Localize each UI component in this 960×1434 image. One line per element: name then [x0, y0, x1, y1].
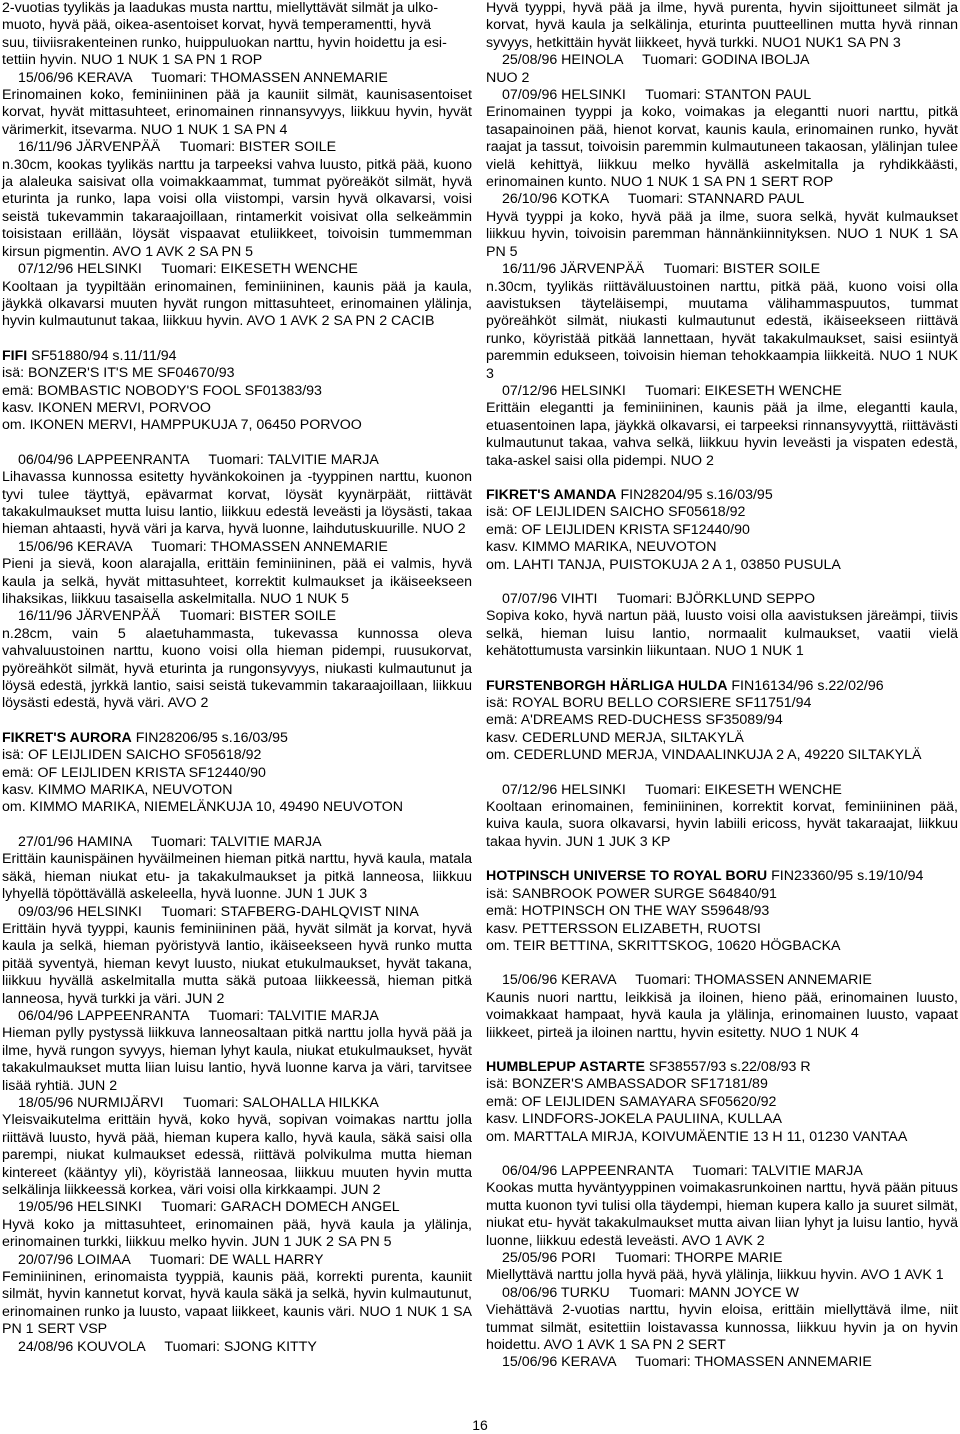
show-date: 09/03/96 HELSINKI Tuomari: STAFBERG-DAHLQVIST NINA	[18, 903, 419, 920]
show-date: 25/05/96 PORI Tuomari: THORPE MARIE	[502, 1250, 783, 1266]
intro-line: muoto, hyvä pää, oikea-asentoiset korvat, hyvä temperamentti, hyvä	[2, 17, 431, 34]
critique-text: n.30cm, tyylikäs riittäväluustoinen narttu, pitkä pää, kuono voisi olla aavistuksen täyteläisempi, muutama välihammaspuutos, tummat pyöreähköt silmät, niukasti kulmautunut edestä, ikäiseekseen riittävä runko, köyristää pitkää lannettaan, hyvät takakulmaukset, saisi esiintyä paremmin edukseen, toivoisin hieman tehokkaampia liikkeitä. NUO 1 NUK 3	[486, 278, 958, 382]
dog-dam: emä: HOTPINSCH ON THE WAY S59648/93	[486, 903, 770, 920]
dog-header-hulda	[486, 678, 958, 765]
show-date: 16/11/96 JÄRVENPÄÄ Tuomari: BISTER SOILE	[502, 261, 821, 278]
critique-text: Erittäin hyvä tyyppi, kaunis feminiininen pää, hyvät silmät ja korvat, hyvä kaula ja selkä, hieman pyöristyvä lantio, ikäiseekseen hyvä runko mutta pitää syventyä, hieman kevyt luusto, niukat etukulmaukset, hyvät takana, liikkuu hyvällä askelmitalla mutta säkä putoaa liikkeessä, hieman pitkä lanneosa, hyvä turkki ja väri. JUN 2	[2, 920, 472, 1007]
dog-dam: emä: OF LEIJLIDEN KRISTA SF12440/90	[2, 764, 266, 781]
critique-text: Kooltaan ja tyypiltään erinomainen, feminiininen, kaunis pää ja kaula, jäykkä olkavarsi muuten hyvät rungon mittasuhteet, erinomainen ylälinja, hyvin kulmautunut takaa, liikkuu hyvin. AVO 1 AVK 2 SA PN 2 CACIB	[2, 278, 472, 330]
left-column	[2, 0, 472, 1356]
critique-text: Lihavassa kunnossa esitetty hyvänkokoinen ja -tyyppinen narttu, kuonon tyvi tulee täyttyä, epävarmat korvat, löysät kyynärpäät, riittävät takakulmaukset mutta luisu lantio, liikkuu edestä leveästi ja löysästi, takaa hieman ahtaasti, hyvä väri ja karva, hyvä luonne, laihdutuskuurille. NUO 2	[2, 469, 472, 538]
dog-breeder: kasv. PETTERSSON ELIZABETH, RUOTSI	[486, 920, 761, 937]
show-date: 16/11/96 JÄRVENPÄÄ Tuomari: BISTER SOILE	[18, 139, 337, 156]
dog-header-astarte	[486, 1059, 958, 1146]
dog-dam: emä: BOMBASTIC NOBODY'S FOOL SF01383/93	[2, 382, 322, 399]
critique-text: Yleisvaikutelma erittäin hyvä, koko hyvä, sopivan voimakas narttu jolla riittävä luusto, hyvä pää, hieman kupera kallo, hyvä kaula, säkä saisi olla parempi, niukat kulmaukset edessä, riittävä polvikulma mutta hieman kintereet (kääntyy yli), köyristää lanneosaa, liikkuu muuten hyvin mutta selkälinja liikkeessä korkea, väri voisi olla kirkkaampi. JUN 2	[2, 1112, 472, 1198]
dog-header-amanda	[486, 487, 958, 574]
dog-sire: isä: BONZER'S IT'S ME SF04670/93	[2, 365, 235, 382]
intro-block	[2, 0, 472, 70]
intro-line: tettiin hyvin. NUO 1 NUK 1 SA PN 1 ROP	[2, 52, 263, 69]
show-date: 18/05/96 NURMIJÄRVI Tuomari: SALOHALLA HILKKA	[18, 1094, 379, 1111]
dog-sire: isä: OF LEIJLIDEN SAICHO SF05618/92	[486, 504, 746, 521]
show-date: 07/12/96 HELSINKI Tuomari: EIKESETH WENCHE	[502, 382, 842, 399]
critique-text: n.30cm, kookas tyylikäs narttu ja tarpeeksi vahva luusto, pitkä pää, kuono ja alaleuka saisivat olla voimakkaammat, tummat pyöreäköt silmät, hyvä eturinta ja runko, lapa voisi olla viistompi, varsin hyvä olkavarsi, voisi seistä tukevammin takaraajoillaan, rintamerkit voisivat olla selkeämmin toisistaan erillään, löysät vispaavat etuliikkeet, toivoisin tummemman kirsun pigmentin. AVO 1 AVK 2 SA PN 5	[2, 156, 472, 260]
show-date: 06/04/96 LAPPEENRANTA Tuomari: TALVITIE MARJA	[18, 451, 379, 468]
intro-line: 2-vuotias tyylikäs ja laadukas musta narttu, miellyttävät silmät ja ulko-	[2, 0, 439, 16]
critique-text: Feminiininen, erinomaista tyyppiä, kaunis pää, korrekti purenta, kauniit silmät, hyvin kannetut korvat, hyvä kaula säkä ja selkä, hyvin kulmautunut, erinomainen runko ja luusto, vapaat liikkeet, kaunis väri. NUO 1 NUK 1 SA PN 1 SERT VSP	[2, 1269, 472, 1338]
show-date: 24/08/96 KOUVOLA Tuomari: SJONG KITTY	[18, 1338, 317, 1355]
dog-dam: emä: OF LEIJLIDEN KRISTA SF12440/90	[486, 521, 750, 538]
dog-name: FIFI	[2, 347, 28, 364]
show-date: 26/10/96 KOTKA Tuomari: STANNARD PAUL	[502, 191, 805, 208]
critique-text: Hyvä koko ja mittasuhteet, erinomainen pää, hyvä kaula ja ylälinja, erinomainen turkki, liikkuu melko hyvin. JUN 1 JUK 2 SA PN 5	[2, 1216, 472, 1251]
show-date: 15/06/96 KERAVA Tuomari: THOMASSEN ANNEMARIE	[18, 538, 388, 555]
dog-name: HUMBLEPUP ASTARTE	[486, 1058, 645, 1075]
dog-registration: SF51880/94 s.11/11/94	[27, 347, 177, 364]
dog-owner: om. IKONEN MERVI, HAMPPUKUJA 7, 06450 PORVOO	[2, 417, 362, 434]
critique-text: Hyvä tyyppi ja koko, hyvä pää ja ilme, suora selkä, hyvät kulmaukset liikkuu hyvin, toivoisin paremman hännänkiinnityksen. NUO 1 NUK 1 SA PN 5	[486, 208, 958, 260]
dog-header-aurora	[2, 730, 472, 817]
dog-owner: om. MARTTALA MIRJA, KOIVUMÄENTIE 13 H 11, 01230 VANTAA	[486, 1128, 908, 1145]
dog-breeder: kasv. KIMMO MARIKA, NEUVOTON	[2, 782, 233, 799]
dog-breeder: kasv. IKONEN MERVI, PORVOO	[2, 399, 211, 416]
dog-breeder: kasv. CEDERLUND MERJA, SILTAKYLÄ	[486, 729, 744, 746]
dog-dam: emä: OF LEIJLIDEN SAMAYARA SF05620/92	[486, 1093, 777, 1110]
show-date: 08/06/96 TURKU Tuomari: MANN JOYCE W	[502, 1284, 799, 1301]
dog-owner: om. CEDERLUND MERJA, VINDAALINKUJA 2 A, 49220 SILTAKYLÄ	[486, 747, 922, 764]
critique-text: Erinomainen tyyppi ja koko, voimakas ja elegantti nuori narttu, pitkä tasapainoinen pää, hienot korvat, kaunis kaula, erinomainen runko, hyvät raajat ja tassut, toivoisin paremmin kulmautuneen takaosan, ylälinjan tulee vielä kehittyä, liikkuu melko hyvällä askelmitalla ja ryhdikkäästi, erinomainen kunto. NUO 1 NUK 1 SA PN 1 SERT ROP	[486, 104, 958, 191]
dog-breeder: kasv. LINDFORS-JOKELA PAULIINA, KULLAA	[486, 1111, 782, 1128]
critique-text: Sopiva koko, hyvä nartun pää, luusto voisi olla aavistuksen järeämpi, tiivis selkä, hieman luisu lantio, normaalit kulmaukset, vaatii vielä kehätottumusta varsinkin liikuntaan. NUO 1 NUK 1	[486, 608, 958, 660]
dog-sire: isä: OF LEIJLIDEN SAICHO SF05618/92	[2, 747, 262, 764]
critique-text: Kookas mutta hyväntyyppinen voimakasrunkoinen narttu, hyvä pään pituus mutta kuonon tyvi tulisi olla täydempi, hieman kupera kallo ja suuret silmät, niukat etu- hyvät takakulmaukset mutta aivan liian lyhyt ja luisu lantio, hyvä luonne, liikkuu edestä leveästi. AVO 1 AVK 2	[486, 1180, 958, 1249]
dog-registration: FIN23360/95 s.19/10/94	[767, 868, 924, 885]
dog-name: FURSTENBORGH HÄRLIGA HULDA	[486, 677, 728, 694]
critique-text: Erittäin kaunispäinen hyväilmeinen hieman pitkä narttu, hyvä kaula, matala säkä, hieman niukat etu- ja takakulmaukset ja pitkä lanneosa, liikkuu lyhyellä töpöttävällä askeleella, hyvä luonne. JUN 1 JUK 3	[2, 851, 472, 903]
critique-text: Kaunis nuori narttu, leikkisä ja iloinen, hieno pää, erinomainen luusto, voimakkaat hampaat, hyvä kaula ja ylälinja, erinomainen luusto, vapaat liikkeet, pirteä ja iloinen narttu, hyvin esitetty. NUO 1 NUK 4	[486, 989, 958, 1041]
show-date: 15/06/96 KERAVA Tuomari: THOMASSEN ANNEMARIE	[502, 1354, 872, 1371]
show-date: 16/11/96 JÄRVENPÄÄ Tuomari: BISTER SOILE	[18, 608, 337, 625]
dog-registration: FIN16134/96 s.22/02/96	[727, 677, 884, 694]
dog-header-fifi	[2, 348, 472, 435]
dog-registration: FIN28204/95 s.16/03/95	[616, 486, 773, 503]
show-date: 07/07/96 VIHTI Tuomari: BJÖRKLUND SEPPO	[502, 591, 816, 607]
show-date: 15/06/96 KERAVA Tuomari: THOMASSEN ANNEMARIE	[502, 972, 872, 989]
critique-text: Miellyttävä narttu jolla hyvä pää, hyvä ylälinja, liikkuu hyvin. AVO 1 AVK 1	[486, 1267, 944, 1284]
critique-text: Erinomainen koko, feminiininen pää ja kauniit silmät, kaunisasentoiset korvat, hyvät mittasuhteet, erinomainen rinnansyvyys, liikkuu hyvin, hyvät värimerkit, itsevarma. NUO 1 NUK 1 SA PN 4	[2, 87, 472, 138]
critique-text: Kooltaan erinomainen, feminiininen, korrektit korvat, feminiininen pää, kuiva kaula, suora olkavarsi, hyvin labiili ericoss, hyvät takaraajat, liikkuu takaa hyvin. JUN 1 JUK 3 KP	[486, 799, 958, 850]
show-date: 27/01/96 HAMINA Tuomari: TALVITIE MARJA	[18, 833, 322, 850]
dog-sire: isä: BONZER'S AMBASSADOR SF17181/89	[486, 1076, 768, 1093]
show-date: 20/07/96 LOIMAA Tuomari: DE WALL HARRY	[18, 1251, 324, 1268]
dog-sire: isä: SANBROOK POWER SURGE S64840/91	[486, 885, 777, 902]
dog-registration: FIN28206/95 s.16/03/95	[131, 729, 288, 746]
show-date: 07/12/96 HELSINKI Tuomari: EIKESETH WENCHE	[502, 781, 842, 798]
dog-sire: isä: ROYAL BORU BELLO CORSIERE SF11751/94	[486, 695, 812, 712]
critique-text: n.28cm, vain 5 alaetuhammasta, tukevassa kunnossa oleva vahvaluustoinen narttu, kuono voisi olla hieman pidempi, ruusukorvat, pyöreähköt silmät, hyvä eturinta ja rungonsyvyys, niukasti kulmautunut ja löysä edestä, jyrkkä lantio, saisi seistä tukevammin takaraajoillaan, liikkuu löysästi edestä, hyvä väri. AVO 2	[2, 625, 472, 712]
dog-name: FIKRET'S AURORA	[2, 729, 132, 746]
critique-text: Hieman pylly pystyssä liikkuva lanneosaltaan pitkä narttu jolla hyvä pää ja ilme, hyvä rungon syvyys, hieman lyhyt kaula, niukat etukulmaukset, hyvät takakulmaukset mutta liian luisu lantio, hyvä luonne karva ja väri, tarvitsee lisää ryhtiä. JUN 2	[2, 1025, 472, 1094]
dog-owner: om. KIMMO MARIKA, NIEMELÄNKUJA 10, 49490 NEUVOTON	[2, 799, 404, 816]
critique-text: Hyvä tyyppi, hyvä pää ja ilme, hyvä purenta, hyvin sijoittuneet silmät ja korvat, hyvä kaula ja selkälinja, eturinta puutteellinen mutta hyvä rinnan syvyys, hetkittäin hyvät liikkeet, hyvä turkki. NUO1 NUK1 SA PN 3	[486, 0, 958, 51]
dog-dam: emä: A'DREAMS RED-DUCHESS SF35089/94	[486, 712, 783, 729]
show-date: 07/12/96 HELSINKI Tuomari: EIKESETH WENCHE	[18, 261, 358, 278]
dog-owner: om. LAHTI TANJA, PUISTOKUJA 2 A 1, 03850 PUSULA	[486, 556, 841, 573]
intro-line: suu, tiiviisrakenteinen runko, huippuluokan narttu, hyvin hoidettu ja esi-	[2, 34, 447, 51]
show-date: 07/09/96 HELSINKI Tuomari: STANTON PAUL	[502, 87, 812, 104]
critique-text: Viehättävä 2-vuotias narttu, hyvin eloisa, erittäin miellyttävä ilme, niit tummat silmät, esitettiin loistavassa kunnossa, liikkuu hyvin ja on hyvin hoidettu. AVO 1 AVK 1 SA PN 2 SERT	[486, 1302, 958, 1354]
show-date: 06/04/96 LAPPEENRANTA Tuomari: TALVITIE MARJA	[18, 1007, 379, 1024]
show-date: 15/06/96 KERAVA Tuomari: THOMASSEN ANNEMARIE	[18, 69, 388, 86]
dog-breeder: kasv. KIMMO MARIKA, NEUVOTON	[486, 539, 717, 556]
critique-text: Pieni ja sievä, koon alarajalla, erittäin feminiininen, pää ei valmis, hyvä kaula ja selkä, hyvät mittasuhteet, korrektit kulmaukset ja ikäiseekseen lihaksikas, liikkuu tasaisella askelmitalla. NUO 1 NUK 5	[2, 556, 472, 607]
critique-text: Erittäin elegantti ja feminiininen, kaunis pää ja ilme, elegantti kaula, etuasentoinen lapa, jäykkä olkavarsi, ei tarpeeksi rinnansyvyyttä, riittävästi kulmautunut takaa, vahva selkä, liikkuu hyvin leveästi ja vispaten edestä, taka-askel saisi olla pidempi. NUO 2	[486, 400, 958, 469]
show-date: 06/04/96 LAPPEENRANTA Tuomari: TALVITIE MARJA	[502, 1162, 863, 1179]
page-number: 16	[472, 1417, 488, 1433]
show-date: 19/05/96 HELSINKI Tuomari: GARACH DOMECH ANGEL	[18, 1199, 400, 1216]
dog-owner: om. TEIR BETTINA, SKRITTSKOG, 10620 HÖGBACKA	[486, 937, 841, 954]
dog-registration: SF38557/93 s.22/08/93 R	[644, 1058, 811, 1075]
show-date: 25/08/96 HEINOLA Tuomari: GODINA IBOLJA	[502, 52, 810, 69]
dog-name: FIKRET'S AMANDA	[486, 486, 617, 503]
right-column	[486, 0, 958, 1372]
dog-name: HOTPINSCH UNIVERSE TO ROYAL BORU	[486, 868, 768, 885]
critique-text: NUO 2	[486, 69, 530, 86]
dog-header-hotpinsch	[486, 868, 958, 955]
